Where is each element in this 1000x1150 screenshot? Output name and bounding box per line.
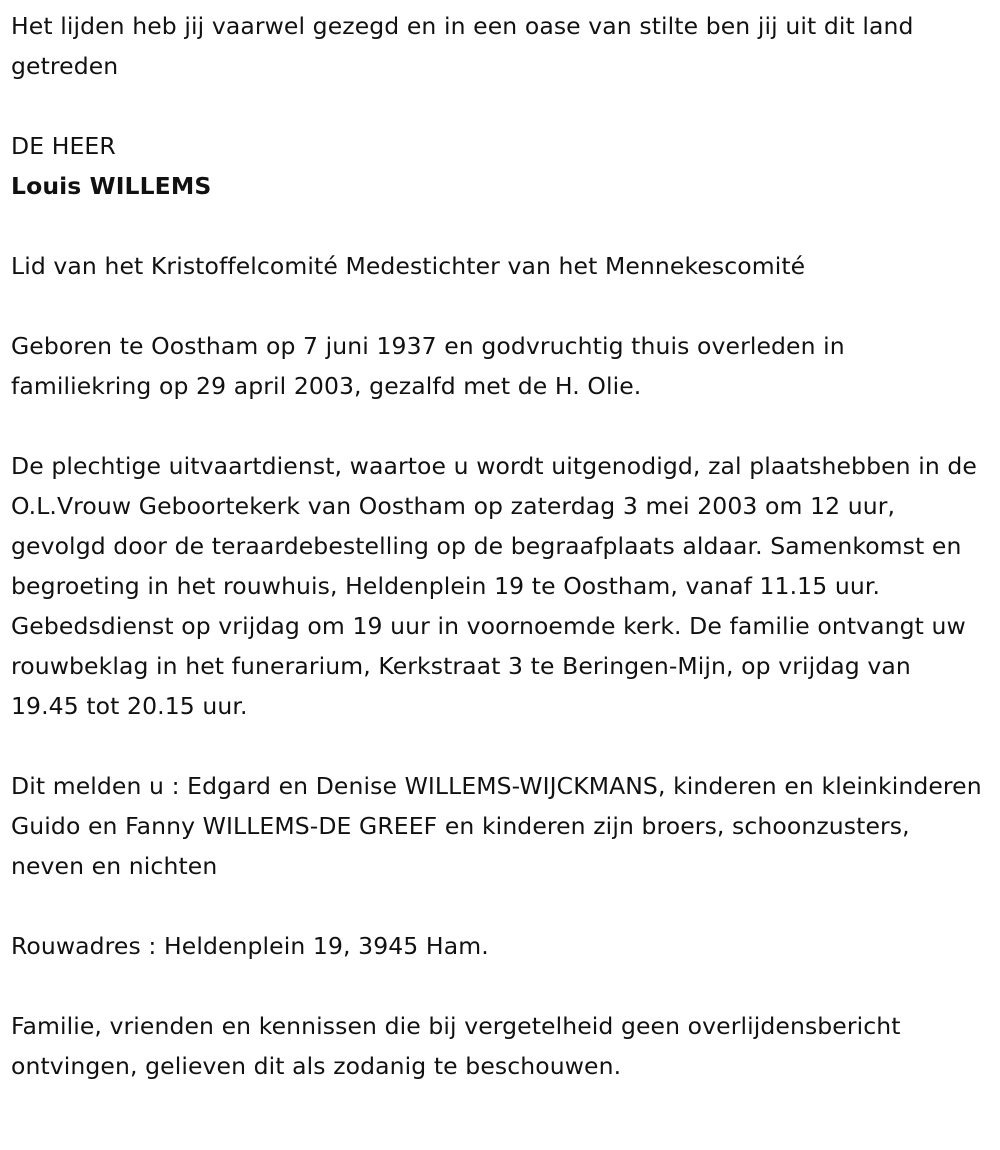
motto-text: Het lijden heb jij vaarwel gezegd en in een oase van stilte ben jij uit dit land getreden <box>11 12 914 80</box>
spacer <box>11 406 986 446</box>
spacer <box>11 726 986 766</box>
spacer <box>11 286 986 326</box>
spacer <box>11 86 986 126</box>
deceased-name: Louis WILLEMS <box>11 172 212 200</box>
closing-text: Familie, vrienden en kennissen die bij vergetelheid geen overlijdensbericht ontvingen, gelieven dit als zodanig te beschouwen. <box>11 1012 901 1080</box>
spacer <box>11 886 986 926</box>
roles-text: Lid van het Kristoffelcomité Medestichter van het Mennekescomité <box>11 252 806 280</box>
title-text: DE HEER <box>11 132 116 160</box>
obituary-notice <box>11 6 986 1086</box>
address-text: Rouwadres : Heldenplein 19, 3945 Ham. <box>11 932 489 960</box>
spacer <box>11 966 986 1006</box>
spacer <box>11 206 986 246</box>
funeral-text: De plechtige uitvaartdienst, waartoe u wordt uitgenodigd, zal plaatshebben in de O.L.Vrouw Geboortekerk van Oostham op zaterdag 3 mei 2003 om 12 uur, gevolgd door de teraardebestelling op de begraafplaats aldaar. Samenkomst en begroeting in het rouwhuis, Heldenplein 19 te Oostham, vanaf 11.15 uur. Gebedsdienst op vrijdag om 19 uur in voornoemde kerk. De familie ontvangt uw rouwbeklag in het funerarium, Kerkstraat 3 te Beringen-Mijn, op vrijdag van 19.45 tot 20.15 uur. <box>11 452 977 720</box>
birth-death-text: Geboren te Oostham op 7 juni 1937 en godvruchtig thuis overleden in familiekring op 29 april 2003, gezalfd met de H. Olie. <box>11 332 845 400</box>
family-text: Dit melden u : Edgard en Denise WILLEMS-WIJCKMANS, kinderen en kleinkinderen Guido en Fanny WILLEMS-DE GREEF en kinderen zijn broers, schoonzusters, neven en nichten <box>11 772 982 880</box>
